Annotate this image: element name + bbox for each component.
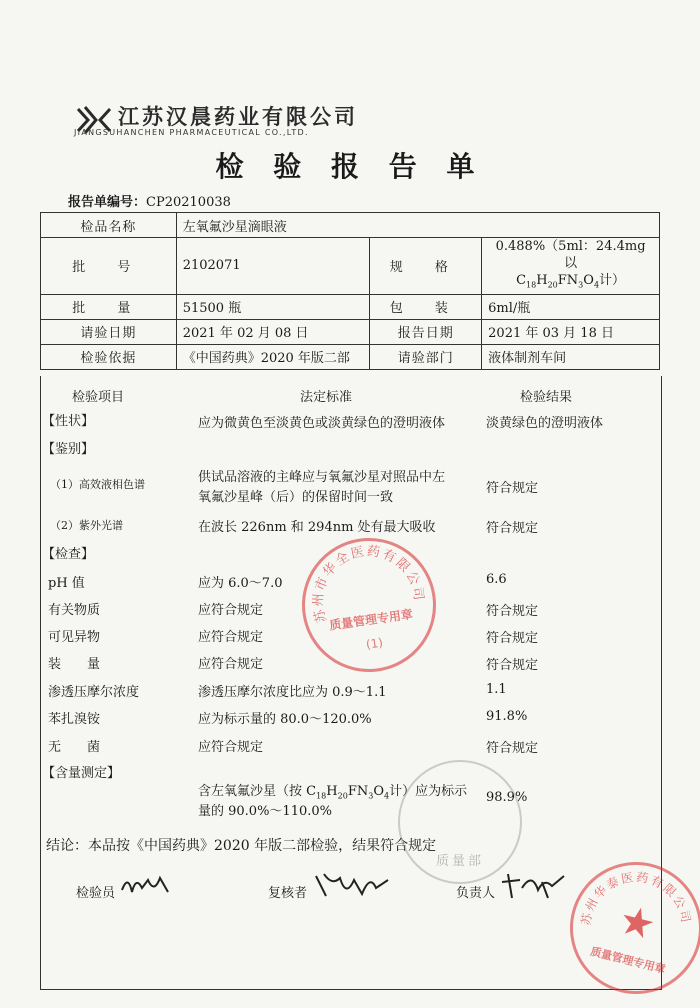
- report-number-label: 报告单编号：: [68, 195, 147, 210]
- report-number: [68, 191, 231, 210]
- dept-value: 液体制剂车间: [482, 344, 660, 369]
- hplc-standard-line2: 氧氟沙星峰（后）的保留时间一致: [198, 490, 394, 505]
- fill-standard: 应符合规定: [198, 657, 264, 672]
- hplc-result: 符合规定: [486, 481, 539, 496]
- department-stamp: [398, 760, 522, 884]
- uv-standard: 在波长 226nm 和 294nm 处有最大吸收: [198, 520, 436, 535]
- spec-line1: 0.488%（5ml：24.4mg 以: [495, 239, 646, 271]
- osmo-standard: 渗透压摩尔浓度比应为 0.9～1.1: [198, 685, 387, 700]
- related-result: 符合规定: [486, 604, 539, 619]
- hplc-item: （1）高效液相色谱: [50, 478, 145, 491]
- quantity-label: 批 量: [41, 294, 177, 319]
- bzk-standard: 应为标示量的 80.0～120.0%: [198, 712, 372, 727]
- info-row-product: [41, 213, 660, 238]
- package-label: 包 装: [370, 294, 482, 319]
- quantity-value: 51500 瓶: [176, 294, 370, 319]
- ph-standard: 应为 6.0～7.0: [198, 576, 283, 591]
- qa-stamp: [293, 529, 444, 680]
- column-standard-header: 法定标准: [300, 390, 353, 405]
- department-stamp-text: 质量部: [435, 854, 484, 869]
- qa-stamp-line2: (1): [365, 635, 384, 652]
- page-title: 检 验 报 告 单: [215, 150, 485, 183]
- report-date-label: 报告日期: [370, 319, 482, 344]
- info-row-dates: [41, 319, 660, 344]
- fill-item: 装 量: [48, 657, 101, 672]
- column-item-header: 检验项目: [72, 390, 125, 405]
- request-date-value: 2021 年 02 月 08 日: [176, 319, 370, 344]
- related-item: 有关物质: [48, 603, 101, 618]
- inspector-signature: [118, 870, 178, 900]
- report-number-value: CP20210038: [146, 195, 231, 210]
- sterile-item: 无 菌: [48, 740, 101, 755]
- appearance-standard: 应为微黄色至淡黄色或淡黄绿色的澄明液体: [198, 416, 446, 431]
- assay-section: 【含量测定】: [42, 766, 121, 781]
- company-name-en: JIANGSUHANCHEN PHARMACEUTICAL CO.,LTD.: [74, 128, 309, 137]
- company-stamp-bottom: 质量管理专用章: [588, 944, 667, 977]
- conclusion: 结论：本品按《中国药典》2020 年版二部检验，结果符合规定: [46, 838, 437, 854]
- fill-result: 符合规定: [486, 658, 539, 673]
- reviewer-label: 复核者: [268, 886, 308, 901]
- package-value: 6ml/瓶: [482, 294, 660, 319]
- visible-standard: 应符合规定: [198, 630, 264, 645]
- responsible-signature: [498, 868, 568, 902]
- product-value: 左氧氟沙星滴眼液: [176, 213, 659, 238]
- info-row-batch: [41, 238, 660, 295]
- assay-standard-line1: 含左氧氟沙星（按 $C_{18}H_{20}FN_3O_4$计）应为标示: [198, 784, 468, 801]
- basis-value: 《中国药典》2020 年版二部: [176, 344, 370, 369]
- company-name-cn: 江苏汉晨药业有限公司: [118, 105, 358, 129]
- visible-result: 符合规定: [486, 631, 539, 646]
- bzk-result: 91.8%: [486, 709, 528, 724]
- appearance-result: 淡黄绿色的澄明液体: [486, 416, 604, 431]
- check-section: 【检查】: [42, 547, 95, 562]
- osmo-item: 渗透压摩尔浓度: [48, 685, 140, 700]
- info-row-basis: [41, 344, 660, 369]
- identification-section: 【鉴别】: [42, 442, 95, 457]
- sterile-standard: 应符合规定: [198, 740, 264, 755]
- info-row-quantity: [41, 294, 660, 319]
- qa-stamp-line1: 质量管理专用章: [328, 607, 414, 633]
- report-date-value: 2021 年 03 月 18 日: [482, 319, 660, 344]
- info-table: [40, 212, 660, 370]
- responsible-label: 负责人: [456, 886, 496, 901]
- appearance-section: 【性状】: [42, 414, 95, 429]
- star-icon: ★: [614, 896, 661, 950]
- assay-result: 98.9%: [486, 790, 528, 805]
- sterile-result: 符合规定: [486, 741, 539, 756]
- column-result-header: 检验结果: [520, 390, 573, 405]
- spec-label: 规 格: [370, 238, 482, 295]
- product-label: 检品名称: [41, 213, 177, 238]
- batch-value: 2102071: [176, 238, 370, 295]
- related-standard: 应符合规定: [198, 603, 264, 618]
- uv-result: 符合规定: [486, 521, 539, 536]
- reviewer-signature: [312, 868, 392, 902]
- bzk-item: 苯扎溴铵: [48, 712, 101, 727]
- uv-item: （2）紫外光谱: [50, 519, 123, 532]
- dept-label: 请验部门: [370, 344, 482, 369]
- assay-standard-line2: 量的 90.0%～110.0%: [198, 804, 332, 819]
- inspector-label: 检验员: [76, 886, 116, 901]
- spec-formula: $C_{18}H_{20}FN_3O_4$计）: [516, 273, 626, 290]
- svg-text:苏州华泰医药有限公司: 苏州华泰医药有限公司: [578, 870, 694, 927]
- visible-item: 可见异物: [48, 630, 101, 645]
- svg-text:苏州市华全医药有限公司: 苏州市华全医药有限公司: [311, 544, 427, 625]
- ph-item: pH 值: [48, 576, 85, 591]
- batch-label: 批 号: [41, 238, 177, 295]
- hplc-standard-line1: 供试品溶液的主峰应与氧氟沙星对照品中左: [198, 470, 446, 485]
- ph-result: 6.6: [486, 572, 507, 587]
- request-date-label: 请验日期: [41, 319, 177, 344]
- osmo-result: 1.1: [486, 682, 507, 697]
- spec-value: [482, 238, 660, 295]
- basis-label: 检验依据: [41, 344, 177, 369]
